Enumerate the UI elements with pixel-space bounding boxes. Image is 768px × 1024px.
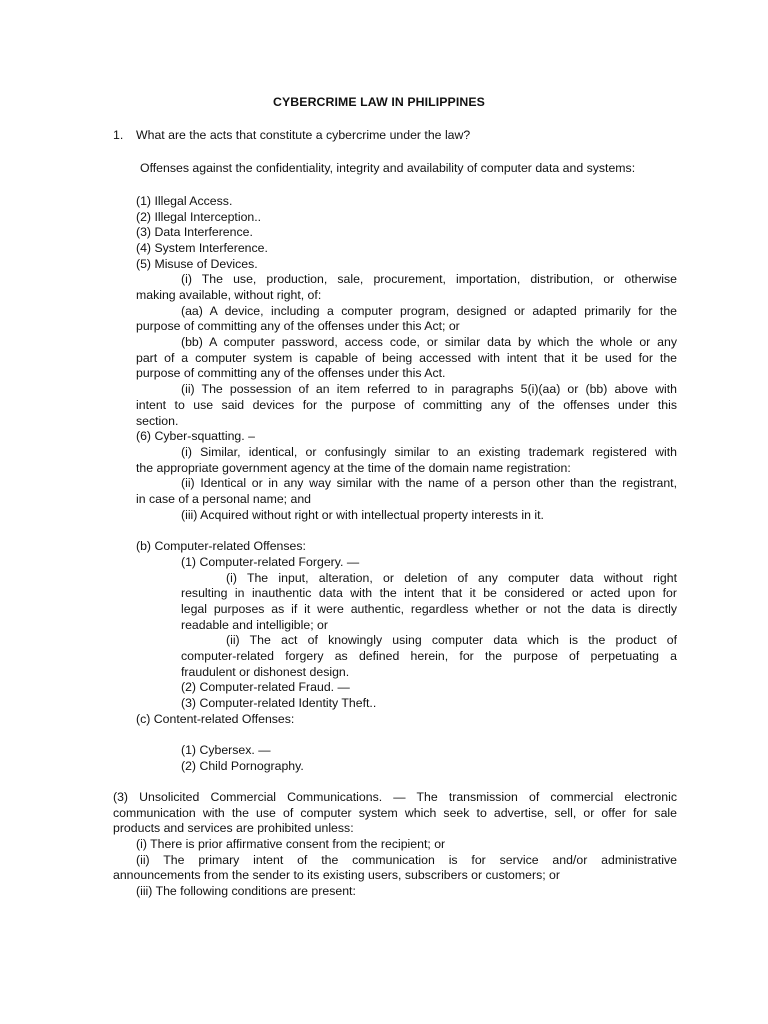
text-line: (ii) Identical or in any way similar with the name of a person other than the registrant,	[181, 476, 677, 490]
document-title: CYBERCRIME LAW IN PHILIPPINES	[273, 95, 485, 109]
text-line: (i) The use, production, sale, procurement, importation, distribution, or otherwise	[181, 272, 677, 286]
text-line: (iii) The following conditions are present:	[136, 884, 356, 898]
text-line: (1) Computer-related Forgery. —	[181, 555, 360, 569]
text-line: (i) There is prior affirmative consent from the recipient; or	[136, 837, 446, 851]
text-line: section.	[136, 414, 179, 428]
text-line: communication with the use of computer system which seek to advertise, sell, or offer for sale	[113, 806, 677, 820]
intro-paragraph: Offenses against the confidentiality, integrity and availability of computer data and systems:	[140, 161, 636, 175]
question-text: What are the acts that constitute a cybercrime under the law?	[136, 128, 471, 142]
text-line: (i) Similar, identical, or confusingly similar to an existing trademark registered with	[181, 445, 677, 459]
text-line: (ii) The act of knowingly using computer data which is the product of	[226, 633, 677, 647]
text-line: (2) Illegal Interception..	[136, 210, 262, 224]
text-line: the appropriate government agency at the time of the domain name registration:	[136, 461, 571, 475]
text-line: (3) Data Interference.	[136, 225, 253, 239]
text-line: (1) Illegal Access.	[136, 194, 233, 208]
text-line: intent to use said devices for the purpose of committing any of the offenses under this	[136, 398, 677, 412]
text-line: (b) Computer-related Offenses:	[136, 539, 306, 553]
text-line: (bb) A computer password, access code, or similar data by which the whole or any	[181, 335, 677, 349]
text-line: (2) Computer-related Fraud. —	[181, 680, 350, 694]
text-line: (ii) The possession of an item referred to in paragraphs 5(i)(aa) or (bb) above with	[181, 382, 677, 396]
text-line: (c) Content-related Offenses:	[136, 712, 295, 726]
text-line: readable and intelligible; or	[181, 618, 328, 632]
text-line: (1) Cybersex. —	[181, 743, 271, 757]
text-line: part of a computer system is capable of being accessed with intent that it be used for the	[136, 351, 677, 365]
text-line: (6) Cyber-squatting. –	[136, 429, 255, 443]
text-line: legal purposes as if it were authentic, regardless whether or not the data is directly	[181, 602, 677, 616]
text-line: (3) Unsolicited Commercial Communications. — The transmission of commercial electronic	[113, 790, 677, 804]
question-number: 1.	[113, 128, 124, 142]
text-line: computer-related forgery as defined herein, for the purpose of perpetuating a	[181, 649, 677, 663]
text-line: making available, without right, of:	[136, 288, 322, 302]
text-line: purpose of committing any of the offenses under this Act; or	[136, 319, 460, 333]
text-line: fraudulent or dishonest design.	[181, 665, 350, 679]
text-line: (i) The input, alteration, or deletion of any computer data without right	[226, 571, 677, 585]
text-line: in case of a personal name; and	[136, 492, 312, 506]
text-line: (ii) The primary intent of the communication is for service and/or administrative	[136, 853, 677, 867]
text-line: (3) Computer-related Identity Theft..	[181, 696, 377, 710]
text-line: (4) System Interference.	[136, 241, 268, 255]
text-line: products and services are prohibited unless:	[113, 821, 354, 835]
text-line: purpose of committing any of the offenses under this Act.	[136, 366, 446, 380]
text-line: (5) Misuse of Devices.	[136, 257, 258, 271]
text-line: announcements from the sender to its existing users, subscribers or customers; or	[113, 868, 560, 882]
text-line: (aa) A device, including a computer program, designed or adapted primarily for the	[181, 304, 677, 318]
text-line: resulting in inauthentic data with the intent that it be considered or acted upon for	[181, 586, 677, 600]
text-line: (2) Child Pornography.	[181, 759, 304, 773]
text-line: (iii) Acquired without right or with intellectual property interests in it.	[181, 508, 544, 522]
